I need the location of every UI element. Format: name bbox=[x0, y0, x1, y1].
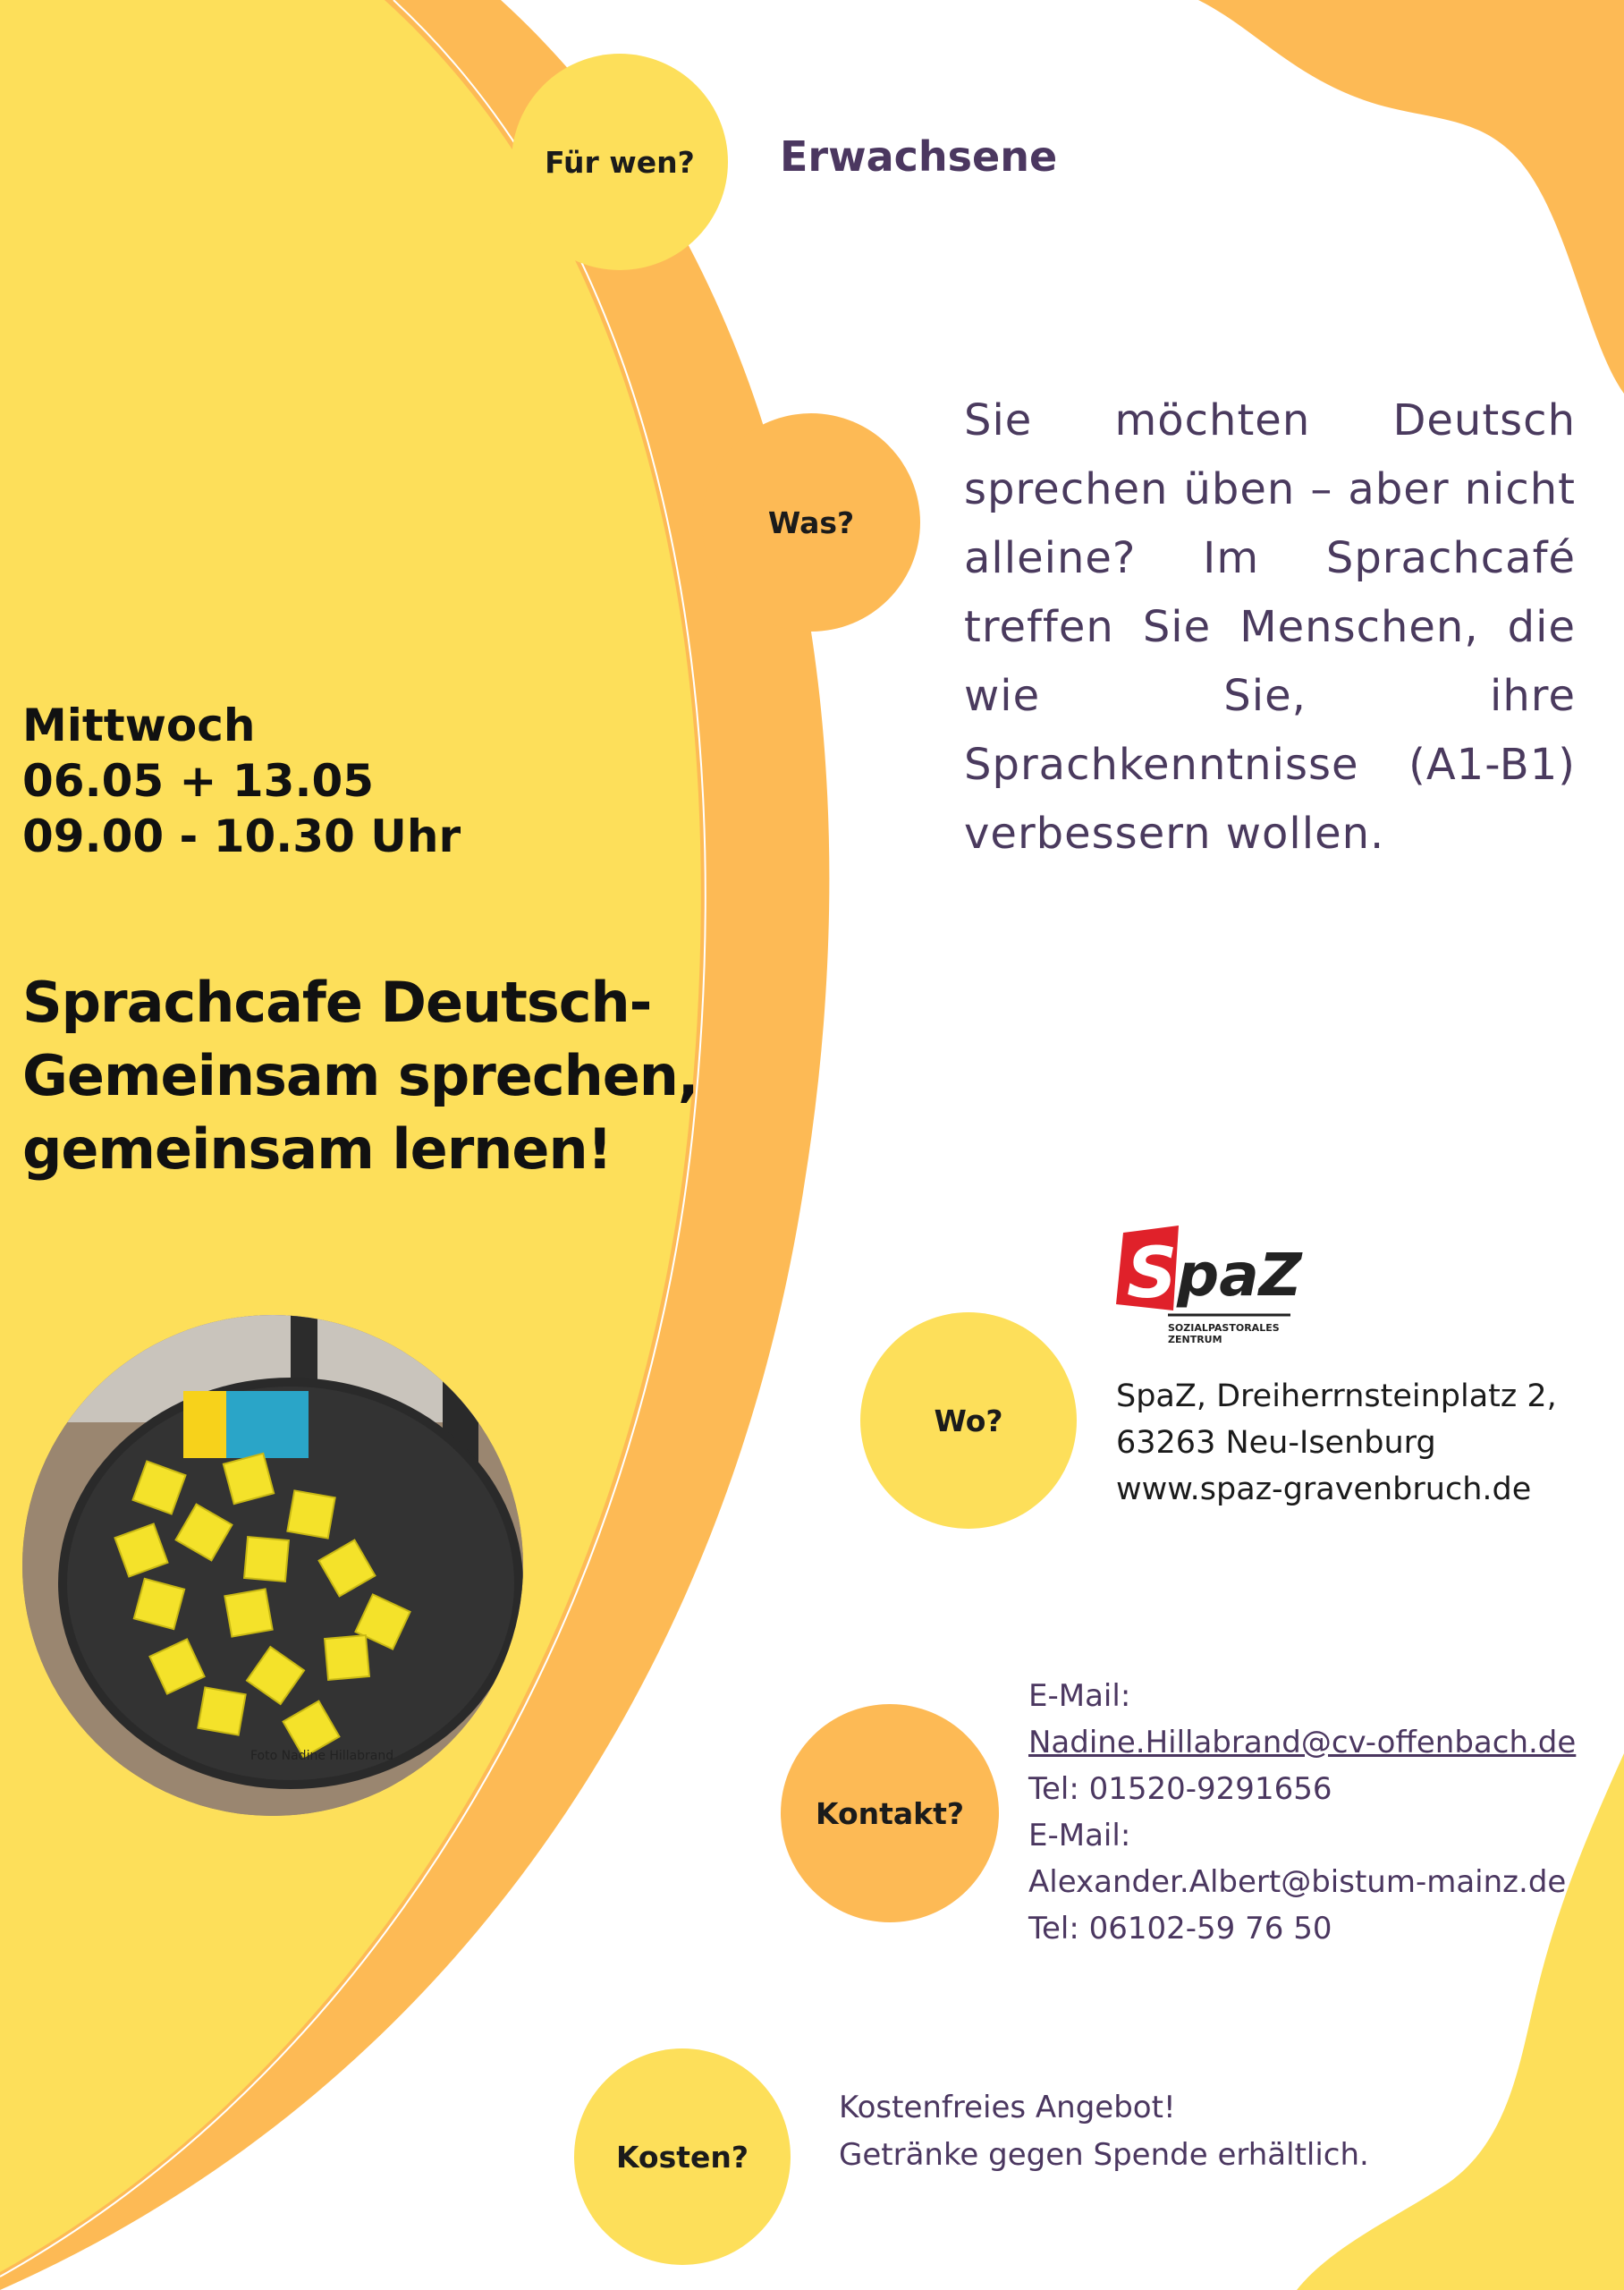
dates: 06.05 + 13.05 bbox=[22, 755, 375, 807]
event-photo bbox=[22, 1315, 523, 1816]
svg-text:S: S bbox=[1127, 1234, 1178, 1314]
logo-text: paZ bbox=[1177, 1241, 1302, 1310]
title-line-3: gemeinsam lernen! bbox=[22, 1116, 612, 1182]
title-line-1: Sprachcafe Deutsch- bbox=[22, 970, 652, 1035]
kosten-line-2: Getränke gegen Spende erhältlich. bbox=[839, 2137, 1369, 2173]
event-title bbox=[22, 966, 738, 1186]
fuer-wen-circle bbox=[512, 54, 728, 270]
kosten-circle bbox=[574, 2048, 791, 2265]
email-label-1: E-Mail: bbox=[1028, 1678, 1131, 1714]
photo-credit: Foto Nadine Hillabrand bbox=[250, 1749, 394, 1763]
weekday: Mittwoch bbox=[22, 700, 256, 751]
address-street: SpaZ, Dreiherrnsteinplatz 2, bbox=[1116, 1378, 1557, 1414]
phone-2: Tel: 06102-59 76 50 bbox=[1028, 1911, 1332, 1946]
logo-subtitle-2: ZENTRUM bbox=[1168, 1334, 1222, 1345]
wo-circle bbox=[860, 1312, 1077, 1529]
contact-block bbox=[1028, 1673, 1601, 1952]
title-line-2: Gemeinsam sprechen, bbox=[22, 1043, 698, 1108]
fuer-wen-value: Erwachsene bbox=[780, 132, 1058, 181]
was-description: Sie möchten Deutsch sprechen üben – aber nicht alleine? Im Sprachcafé treffen Sie Menschen, die wie Sie, ihre Sprachkenntnisse (A1-B1) verbessern wollen. bbox=[964, 395, 1576, 859]
email-link-1[interactable]: Nadine.Hillabrand@cv-offenbach.de bbox=[1028, 1725, 1577, 1760]
website-link[interactable]: www.spaz-gravenbruch.de bbox=[1116, 1472, 1532, 1507]
spaz-logo bbox=[1116, 1226, 1304, 1351]
time-range: 09.00 - 10.30 Uhr bbox=[22, 810, 461, 862]
date-time-block bbox=[22, 698, 523, 864]
was-label: Was? bbox=[767, 505, 855, 540]
logo-subtitle-1: SOZIALPASTORALES bbox=[1168, 1322, 1280, 1334]
kosten-block bbox=[839, 2084, 1483, 2179]
top-right-blob bbox=[1198, 0, 1624, 394]
email-2[interactable]: Alexander.Albert@bistum-mainz.de bbox=[1028, 1864, 1567, 1900]
was-circle bbox=[702, 413, 920, 632]
fuer-wen-label: Für wen? bbox=[545, 144, 695, 180]
phone-1: Tel: 01520-9291656 bbox=[1028, 1771, 1332, 1807]
address-city: 63263 Neu-Isenburg bbox=[1116, 1425, 1436, 1461]
email-label-2: E-Mail: bbox=[1028, 1818, 1131, 1853]
kontakt-circle bbox=[781, 1704, 999, 1922]
kosten-label: Kosten? bbox=[615, 2139, 749, 2175]
wo-label: Wo? bbox=[934, 1403, 1003, 1438]
address-block bbox=[1116, 1373, 1599, 1513]
kosten-line-1: Kostenfreies Angebot! bbox=[839, 2090, 1176, 2125]
kontakt-label: Kontakt? bbox=[815, 1795, 965, 1831]
